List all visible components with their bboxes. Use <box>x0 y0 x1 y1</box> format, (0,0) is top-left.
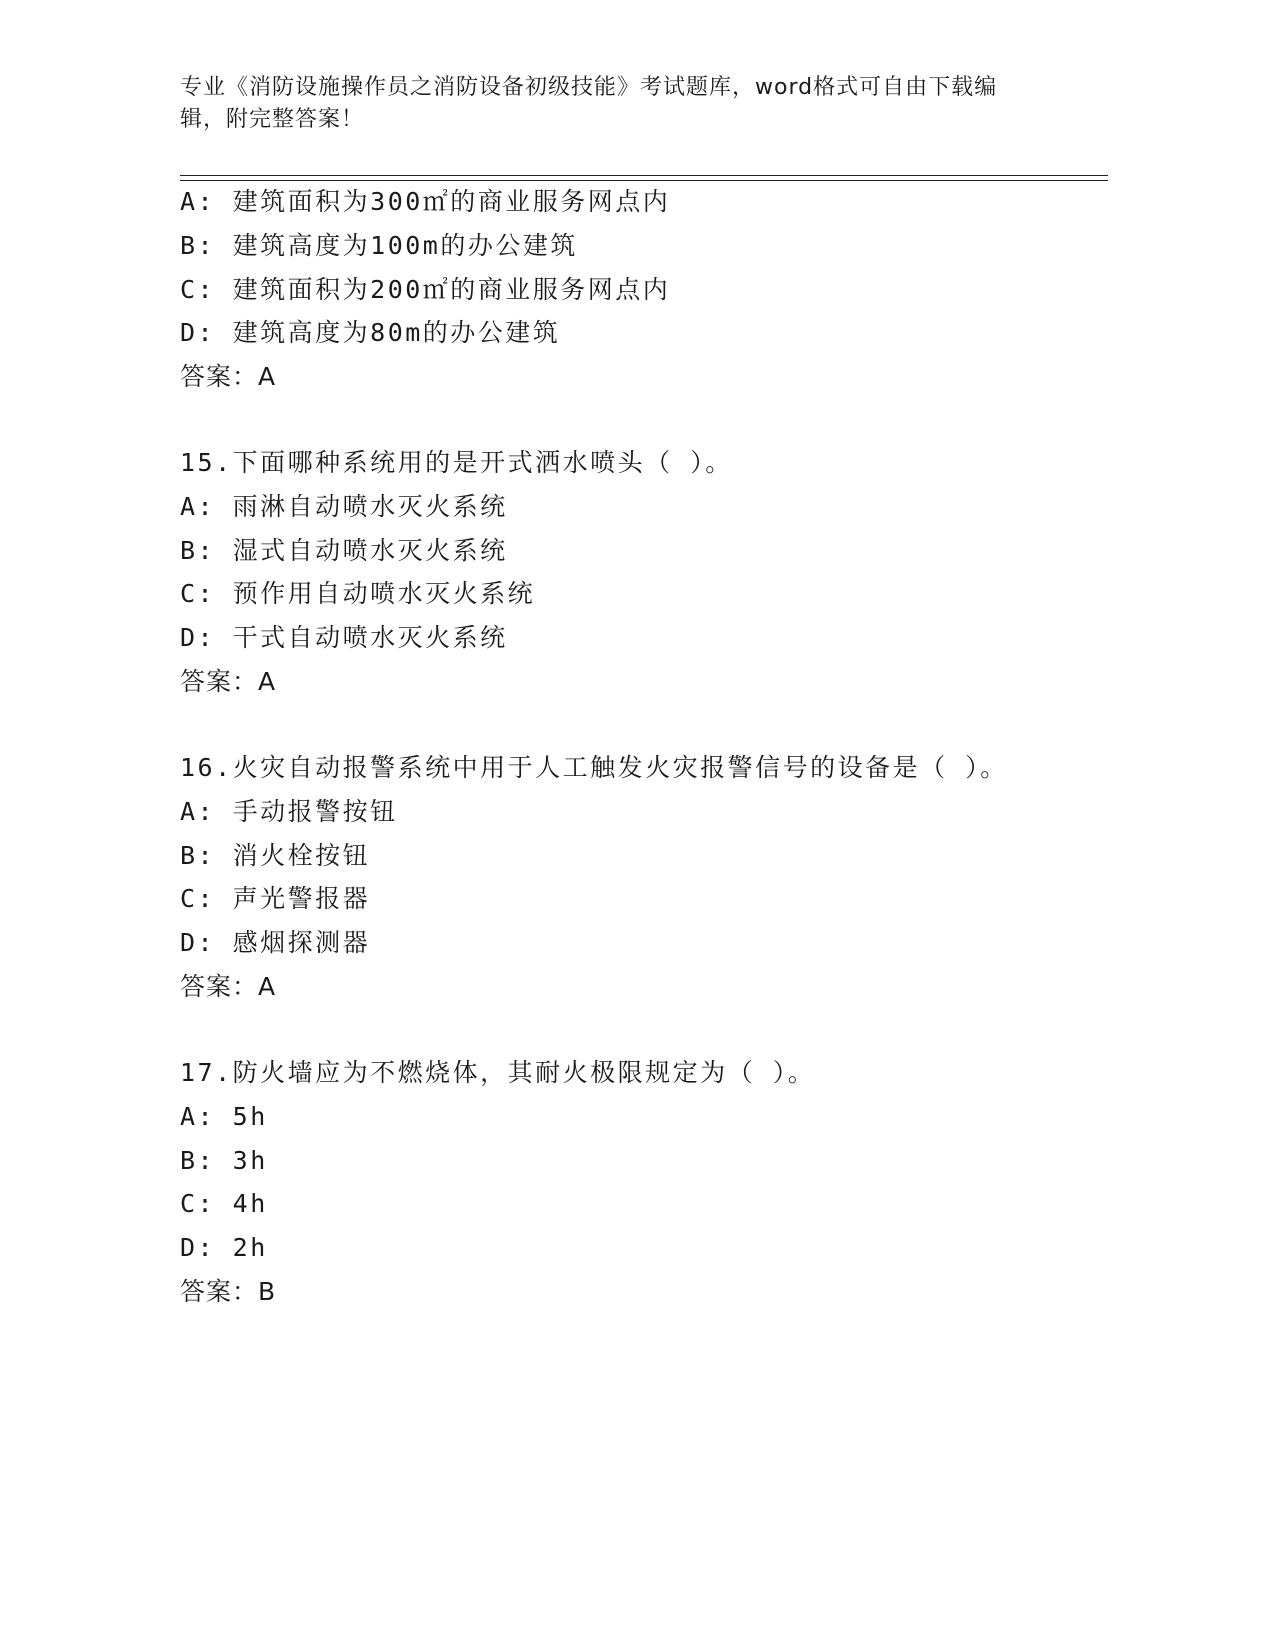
q14-option-b: B: 建筑高度为100m的办公建筑 <box>180 231 578 260</box>
q17-question: 17.防火墙应为不燃烧体，其耐火极限规定为（ ）。 <box>180 1058 816 1087</box>
q16-option-a: A: 手动报警按钮 <box>180 797 398 826</box>
q16-answer: 答案：A <box>180 972 277 1001</box>
q16-question: 16.火灾自动报警系统中用于人工触发火灾报警信号的设备是（ ）。 <box>180 753 1008 782</box>
q17-option-a: A: 5h <box>180 1102 268 1131</box>
q14-answer: 答案：A <box>180 362 277 391</box>
q15-option-c: C: 预作用自动喷水灭火系统 <box>180 579 536 608</box>
header-divider-top <box>180 175 1108 176</box>
q15-option-b: B: 湿式自动喷水灭火系统 <box>180 536 508 565</box>
document-header: 专业《消防设施操作员之消防设备初级技能》考试题库，word格式可自由下载编辑，附完整答案！ <box>180 75 998 132</box>
q14-option-d: D: 建筑高度为80m的办公建筑 <box>180 318 561 347</box>
q14-option-c: C: 建筑面积为200㎡的商业服务网点内 <box>180 275 671 304</box>
q17-option-b: B: 3h <box>180 1146 268 1175</box>
q16-option-c: C: 声光警报器 <box>180 884 371 913</box>
q16-option-d: D: 感烟探测器 <box>180 928 371 957</box>
q15-option-a: A: 雨淋自动喷水灭火系统 <box>180 492 508 521</box>
q14-option-a: A: 建筑面积为300㎡的商业服务网点内 <box>180 187 671 216</box>
q15-question: 15.下面哪种系统用的是开式洒水喷头（ ）。 <box>180 448 733 477</box>
q17-answer: 答案：B <box>180 1277 277 1306</box>
q15-answer: 答案：A <box>180 667 277 696</box>
q15-option-d: D: 干式自动喷水灭火系统 <box>180 623 508 652</box>
q16-option-b: B: 消火栓按钮 <box>180 841 371 870</box>
q17-option-c: C: 4h <box>180 1189 268 1218</box>
q17-option-d: D: 2h <box>180 1233 268 1262</box>
